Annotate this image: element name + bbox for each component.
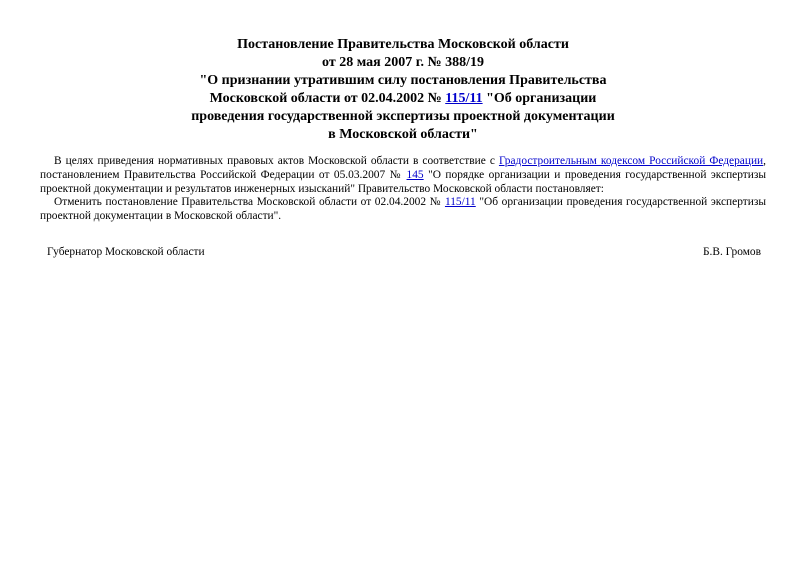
title-line-6: в Московской области" (328, 127, 478, 142)
title-link-115-11[interactable]: 115/11 (445, 91, 483, 106)
signature-block (40, 245, 766, 259)
title-line-3: "О признании утратившим силу постановления Правительства (199, 73, 607, 88)
link-urban-planning-code[interactable]: Градостроительным кодексом Российской Федерации (498, 155, 764, 167)
document-body (40, 155, 766, 224)
link-resolution-115-11[interactable]: 115/11 (444, 196, 476, 209)
paragraph-preamble (40, 155, 766, 196)
preamble-text-before: В целях приведения нормативных правовых актов Московской области в соответствие с (54, 155, 499, 167)
title-line-4-after: "Об организации (482, 91, 597, 106)
signature-name: Б.В. Громов (702, 245, 761, 258)
title-line-4 (40, 90, 766, 108)
title-line-1: Постановление Правительства Московской области (237, 37, 569, 52)
preamble-text-after: "О порядке организации и проведения государственной экспертизы проектной документации и результатов инженерных изысканий" Правительство Московской области постановляет: (40, 168, 766, 195)
preamble-text-middle: , постановлением Правительства Российской Федерации от 05.03.2007 № (40, 155, 767, 181)
document-page (40, 36, 766, 259)
document-title (40, 36, 766, 144)
decision-text-before: Отменить постановление Правительства Московской области от 02.04.2002 № (54, 196, 445, 209)
signature-position: Губернатор Московской области (47, 245, 205, 258)
title-line-2: от 28 мая 2007 г. № 388/19 (322, 55, 484, 70)
decision-text-after: "Об организации проведения государственной экспертизы проектной документации в Московской области". (40, 196, 766, 223)
title-line-5: проведения государственной экспертизы проектной документации (191, 109, 615, 124)
link-resolution-145[interactable]: 145 (406, 168, 424, 181)
paragraph-decision (40, 196, 766, 224)
title-line-4-before: Московской области от 02.04.2002 № (209, 91, 446, 106)
